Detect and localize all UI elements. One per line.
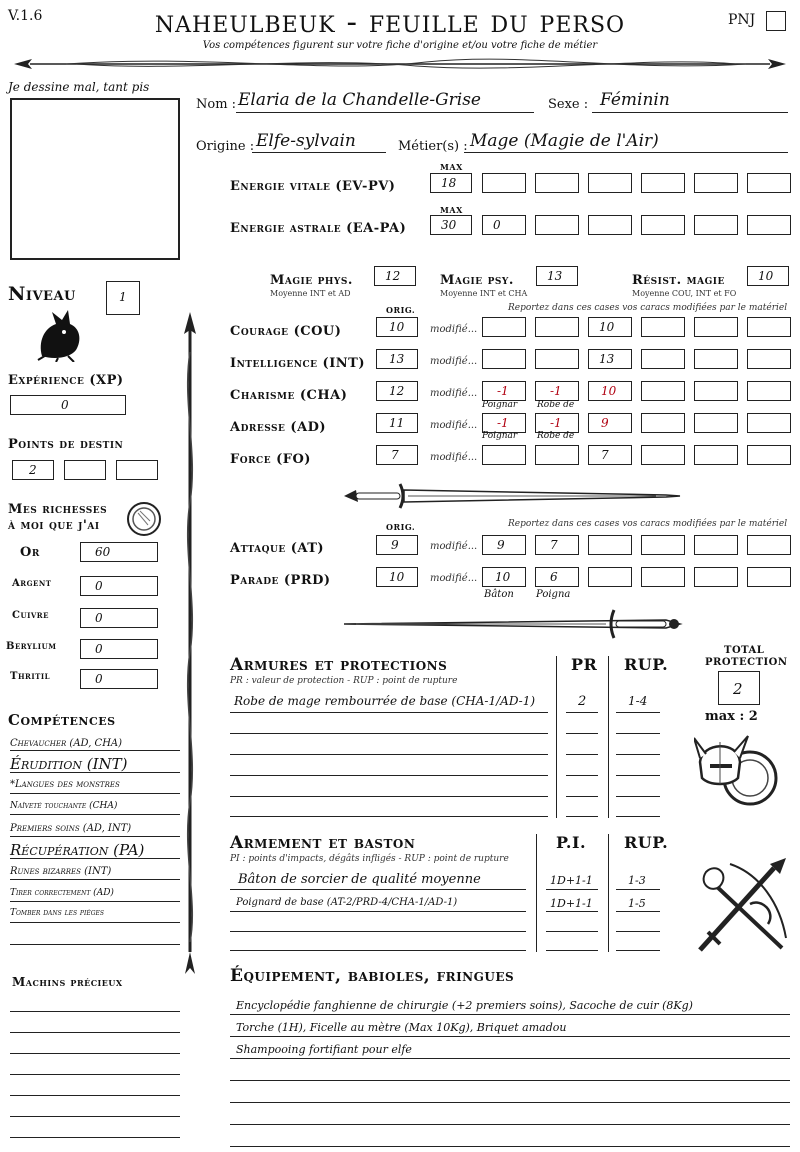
version-label: V.1.6 [8, 8, 43, 24]
weapons-icon [690, 854, 794, 958]
ev-box-7[interactable] [747, 173, 791, 193]
cha-mod-4[interactable] [641, 381, 685, 401]
ea-box-4[interactable] [588, 215, 632, 235]
ev-label: Energie vitale (EV-PV) [230, 179, 396, 194]
or-value: 60 [95, 545, 111, 559]
metier-label: Métier(s) : [398, 139, 468, 154]
magie-phys-label: Magie phys. [270, 273, 353, 288]
dragon-icon [34, 306, 84, 362]
armures-pr-header: PR [571, 655, 598, 674]
weapon-item-pi[interactable]: 1D+1-1 [550, 897, 593, 910]
int-mod-3[interactable]: 13 [588, 349, 632, 369]
int-mod-5[interactable] [694, 349, 738, 369]
skill-item[interactable]: Naïveté touchante (CHA) [10, 801, 118, 811]
at-mod-2[interactable]: 7 [535, 535, 579, 555]
fo-mod-1[interactable] [482, 445, 526, 465]
origine-value[interactable]: Elfe-sylvain [256, 131, 356, 151]
at-mod-4[interactable] [641, 535, 685, 555]
resist-magie-note: Moyenne COU, INT et FO [632, 289, 737, 298]
competences-title: Compétences [8, 711, 116, 729]
cha-mod-6[interactable] [747, 381, 791, 401]
prd-mod-1[interactable]: 10 [482, 567, 526, 587]
metier-value[interactable]: Mage (Magie de l'Air) [470, 131, 659, 151]
destin-box-2[interactable] [64, 460, 106, 480]
xp-value: 0 [61, 398, 69, 412]
nom-value[interactable]: Elaria de la Chandelle-Grise [238, 90, 481, 110]
sword-divider-2 [336, 606, 684, 642]
sexe-label: Sexe : [548, 97, 589, 112]
destin-label: Points de destin [8, 437, 124, 452]
prd-mod-2[interactable]: 6 [535, 567, 579, 587]
armures-legend: PR : valeur de protection - RUP : point de rupture [230, 676, 458, 686]
prd-mod-5[interactable] [694, 567, 738, 587]
or-box[interactable] [80, 542, 158, 562]
ev-max-label: MAX [440, 162, 463, 172]
armor-item-name[interactable]: Robe de mage rembourrée de base (CHA-1/AD-1) [234, 694, 536, 708]
portrait-label: Je dessine mal, tant pis [8, 80, 150, 94]
weapon-item-pi[interactable]: 1D+1-1 [550, 874, 593, 887]
sheet-subtitle: Vos compétences figurent sur votre fiche d'origine et/ou votre fiche de métier [202, 40, 598, 51]
ev-max-value: 18 [441, 176, 457, 190]
skill-item[interactable]: Runes bizarres (INT) [10, 866, 112, 877]
ea-current-box[interactable] [482, 215, 526, 235]
argent-label: Argent [12, 578, 52, 589]
richesses-label-2: à moi que j'ai [8, 518, 100, 533]
xp-label: Expérience (XP) [8, 373, 124, 388]
total-protection-box[interactable] [718, 671, 760, 705]
ea-max-label: MAX [440, 205, 463, 215]
ev-box-5[interactable] [641, 173, 685, 193]
prd-label: Parade (PRD) [230, 573, 331, 588]
header-spear-ornament [6, 52, 794, 76]
skill-item[interactable]: Récupération (PA) [10, 841, 145, 859]
fo-orig-value: 7 [391, 448, 399, 462]
or-label: Or [20, 545, 40, 560]
berylium-box[interactable] [80, 639, 158, 659]
cou-mod-4[interactable] [641, 317, 685, 337]
argent-value: 0 [95, 579, 103, 593]
coin-icon [126, 501, 162, 537]
weapon-item-name[interactable]: Bâton de sorcier de qualité moyenne [238, 872, 481, 887]
cou-label: Courage (COU) [230, 324, 342, 339]
int-mod-2[interactable] [535, 349, 579, 369]
ad-orig-value: 11 [389, 416, 405, 430]
sheet-title: naheulbeuk - feuille du perso [154, 4, 626, 40]
ea-box-6[interactable] [694, 215, 738, 235]
resist-magie-box[interactable] [747, 266, 789, 286]
pnj-label: PNJ [728, 12, 756, 28]
equipment-item[interactable]: Encyclopédie fanghienne de chirurgie (+2 premiers soins), Sacoche de cuir (8Kg) [236, 999, 693, 1012]
int-mod-4[interactable] [641, 349, 685, 369]
int-modifie-label: modifié... [430, 356, 478, 367]
berylium-value: 0 [95, 642, 103, 656]
ev-box-4[interactable] [588, 173, 632, 193]
cou-mod-6[interactable] [747, 317, 791, 337]
cou-mod-1[interactable] [482, 317, 526, 337]
skill-item[interactable]: *Langues des monstres [10, 779, 120, 790]
cha-orig-value: 12 [389, 384, 405, 398]
magie-psy-label: Magie psy. [440, 273, 514, 288]
cou-orig-value: 10 [389, 320, 405, 334]
ad-mod-2[interactable]: -1 [535, 413, 579, 433]
int-mod-1[interactable] [482, 349, 526, 369]
magie-phys-note: Moyenne INT et AD [270, 289, 351, 298]
destin-box-1[interactable] [12, 460, 54, 480]
ad-label: Adresse (AD) [230, 420, 327, 435]
skill-item[interactable]: Premiers soins (AD, INT) [10, 823, 132, 834]
ea-max-box[interactable] [430, 215, 472, 235]
machins-precieux-title: Machins précieux [12, 975, 123, 989]
ad-note-2: Robe de [537, 431, 575, 441]
nom-label: Nom : [196, 97, 237, 112]
ad-mod-3[interactable]: 9 [588, 413, 632, 433]
ev-box-3[interactable] [535, 173, 579, 193]
fo-mod-6[interactable] [747, 445, 791, 465]
combat-note: Reportez dans ces cases vos caracs modifiées par le matériel [508, 519, 788, 529]
armement-legend: PI : points d'impacts, dégâts infligés - RUP : point de rupture [230, 854, 509, 864]
niveau-label: Niveau [8, 283, 76, 305]
cha-mod-3[interactable]: 10 [588, 381, 632, 401]
cha-mod-1[interactable]: -1 [482, 381, 526, 401]
fo-label: Force (FO) [230, 452, 311, 467]
niveau-box[interactable] [106, 281, 140, 315]
ev-max-box[interactable] [430, 173, 472, 193]
sexe-value[interactable]: Féminin [600, 90, 670, 110]
destin-box-3[interactable] [116, 460, 158, 480]
equipment-item[interactable]: Torche (1H), Ficelle au mètre (Max 10Kg), Briquet amadou [236, 1021, 567, 1034]
cou-mod-5[interactable] [694, 317, 738, 337]
armement-rup-header: RUP. [624, 833, 669, 852]
magie-phys-value: 12 [385, 269, 401, 283]
ev-box-2[interactable] [482, 173, 526, 193]
berylium-label: Berylium [6, 641, 57, 652]
fo-mod-4[interactable] [641, 445, 685, 465]
cou-modifie-label: modifié... [430, 324, 478, 335]
armures-rup-header: RUP. [624, 655, 669, 674]
stats-orig-label: ORIG. [386, 305, 416, 315]
ea-label: Energie astrale (EA-PA) [230, 221, 407, 236]
int-orig-value: 13 [389, 352, 405, 366]
cha-note-2: Robe de [537, 400, 575, 410]
cuivre-box[interactable] [80, 608, 158, 628]
cha-modifie-label: modifié... [430, 388, 478, 399]
cha-mod-5[interactable] [694, 381, 738, 401]
armor-item-pr[interactable]: 2 [578, 694, 587, 709]
armement-title: Armement et baston [230, 833, 416, 853]
ad-mod-6[interactable] [747, 413, 791, 433]
origine-label: Origine : [196, 139, 255, 154]
magie-psy-box[interactable] [536, 266, 578, 286]
ad-orig-box[interactable] [376, 413, 418, 433]
cha-note-1: Poignar [482, 400, 518, 410]
ev-box-6[interactable] [694, 173, 738, 193]
at-mod-1[interactable]: 9 [482, 535, 526, 555]
magie-psy-value: 13 [547, 269, 563, 283]
ea-box-5[interactable] [641, 215, 685, 235]
sword-divider-1 [336, 478, 684, 514]
magie-phys-box[interactable] [374, 266, 416, 286]
combat-note-1: Bâton [484, 589, 514, 600]
skill-item[interactable]: Chevaucher (AD, CHA) [10, 738, 123, 749]
skill-item[interactable]: Érudition (INT) [10, 755, 128, 773]
at-mod-5[interactable] [694, 535, 738, 555]
thritil-value: 0 [95, 672, 103, 686]
ea-current-value: 0 [493, 218, 501, 232]
ea-box-7[interactable] [747, 215, 791, 235]
total-protection-value: 2 [733, 680, 743, 698]
int-label: Intelligence (INT) [230, 356, 365, 371]
fo-mod-2[interactable] [535, 445, 579, 465]
ad-modifie-label: modifié... [430, 420, 478, 431]
prd-mod-6[interactable] [747, 567, 791, 587]
armures-title: Armures et protections [230, 655, 448, 675]
at-orig-value: 9 [391, 538, 399, 552]
resist-magie-label: Résist. magie [632, 273, 725, 288]
prd-orig-value: 10 [389, 570, 405, 584]
fo-mod-3[interactable]: 7 [588, 445, 632, 465]
total-protection-label-1: TOTAL [724, 645, 765, 656]
helmet-shield-icon [694, 728, 778, 812]
int-orig-box[interactable] [376, 349, 418, 369]
ea-max-value: 30 [441, 218, 457, 232]
cha-orig-box[interactable] [376, 381, 418, 401]
cuivre-label: Cuivre [12, 610, 49, 621]
weapon-item-rup[interactable]: 1-3 [628, 874, 646, 887]
max-protection-label: max : 2 [705, 709, 758, 724]
cha-mod-2[interactable]: -1 [535, 381, 579, 401]
armor-item-rup[interactable]: 1-4 [628, 694, 648, 708]
combat-orig-label: ORIG. [386, 522, 416, 532]
at-mod-3[interactable] [588, 535, 632, 555]
equipement-title: Équipement, babioles, fringues [230, 966, 515, 986]
total-protection-label-2: PROTECTION [705, 657, 788, 668]
resist-magie-value: 10 [758, 269, 774, 283]
spear-divider [180, 312, 200, 974]
at-orig-box[interactable] [376, 535, 418, 555]
cha-label: Charisme (CHA) [230, 388, 348, 403]
prd-mod-3[interactable] [588, 567, 632, 587]
cou-mod-3[interactable]: 10 [588, 317, 632, 337]
pnj-checkbox[interactable] [766, 11, 786, 31]
stats-note: Reportez dans ces cases vos caracs modifiées par le matériel [508, 303, 788, 313]
cuivre-value: 0 [95, 611, 103, 625]
weapon-item-rup[interactable]: 1-5 [628, 897, 646, 910]
portrait-box[interactable] [10, 98, 180, 260]
prd-modifie-label: modifié... [430, 573, 478, 584]
equipment-item[interactable]: Shampooing fortifiant pour elfe [236, 1043, 412, 1056]
prd-orig-box[interactable] [376, 567, 418, 587]
argent-box[interactable] [80, 576, 158, 596]
prd-mod-4[interactable] [641, 567, 685, 587]
cou-mod-2[interactable] [535, 317, 579, 337]
ea-box-3[interactable] [535, 215, 579, 235]
ad-note-1: Poignar [482, 431, 518, 441]
fo-orig-box[interactable] [376, 445, 418, 465]
at-label: Attaque (AT) [230, 541, 325, 556]
cou-orig-box[interactable] [376, 317, 418, 337]
combat-note-2: Poigna [536, 589, 571, 600]
ad-mod-4[interactable] [641, 413, 685, 433]
int-mod-6[interactable] [747, 349, 791, 369]
ad-mod-1[interactable]: -1 [482, 413, 526, 433]
skill-item[interactable]: Tirer correctement (AD) [10, 888, 114, 898]
ad-mod-5[interactable] [694, 413, 738, 433]
armement-pi-header: P.I. [556, 833, 587, 852]
thritil-label: Thritil [10, 671, 51, 682]
niveau-value: 1 [119, 290, 127, 304]
skill-item[interactable]: Tomber dans les pièges [10, 908, 105, 918]
at-modifie-label: modifié... [430, 541, 478, 552]
magie-psy-note: Moyenne INT et CHA [440, 289, 528, 298]
destin-value: 2 [29, 463, 37, 477]
richesses-label-1: Mes richesses [8, 502, 108, 517]
thritil-box[interactable] [80, 669, 158, 689]
xp-box[interactable] [10, 395, 126, 415]
at-mod-6[interactable] [747, 535, 791, 555]
weapon-item-name[interactable]: Poignard de base (AT-2/PRD-4/CHA-1/AD-1) [236, 897, 458, 908]
fo-modifie-label: modifié... [430, 452, 478, 463]
fo-mod-5[interactable] [694, 445, 738, 465]
